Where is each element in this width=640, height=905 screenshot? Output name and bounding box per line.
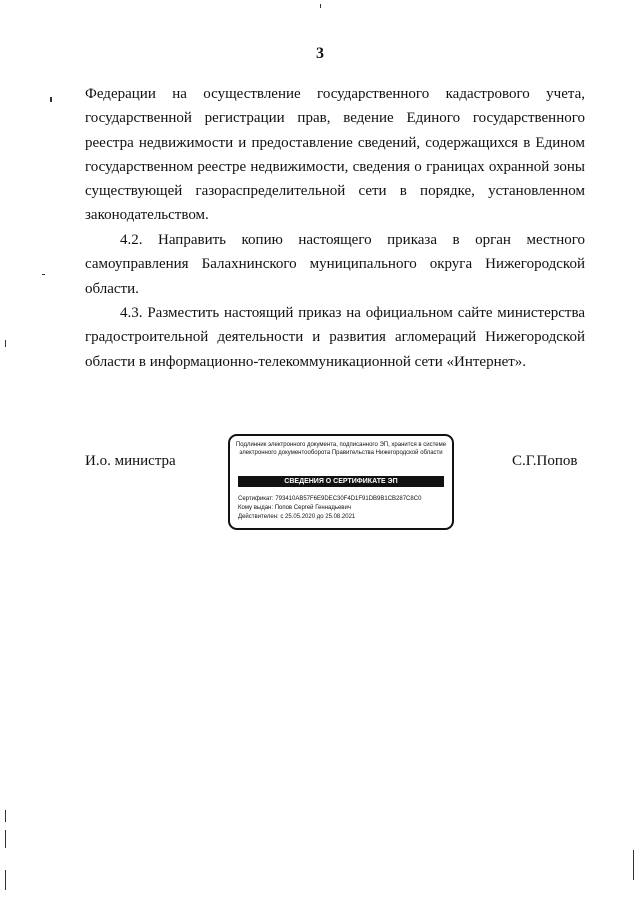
paragraph-continuation: Федерации на осуществление государственного кадастрового учета, государственной регистрации прав, ведение Единого государственного реестра недвижимости и предоставление сведений, содержащихся в Едином государственном реестре недвижимости, сведения о границах охранной зоны существующей газораспределительной сети в порядке, установленном законодательством. <box>85 86 585 224</box>
stamp-valid-row <box>238 514 355 520</box>
scan-mark <box>320 4 321 8</box>
paragraph-4-2: 4.2. Направить копию настоящего приказа в орган местного самоуправления Балахнинского муниципального округа Нижегородской области. <box>85 232 585 297</box>
electronic-signature-stamp <box>228 434 454 530</box>
scan-mark <box>5 340 6 347</box>
issued-to-value: Попов Сергей Геннадьевич <box>274 505 351 511</box>
signatory-position: И.о. министра <box>85 453 176 469</box>
stamp-certificate-row <box>238 496 421 502</box>
page-number: 3 <box>316 45 324 62</box>
signatory-name: С.Г.Попов <box>512 453 578 469</box>
stamp-note: Подлинник электронного документа, подписанного ЭП, хранится в системе электронного документооборота Правительства Нижегородской области <box>235 442 447 456</box>
certificate-label: Сертификат: <box>238 496 274 502</box>
stamp-title: СВЕДЕНИЯ О СЕРТИФИКАТЕ ЭП <box>238 476 444 487</box>
certificate-value: 793410AB57F6E9DEC30F4D1F91DB9B1CB287C8C0 <box>275 496 422 502</box>
scan-mark <box>5 830 6 848</box>
scan-mark <box>42 274 45 275</box>
issued-to-label: Кому выдан: <box>238 505 274 511</box>
paragraph-4-3: 4.3. Разместить настоящий приказ на официальном сайте министерства градостроительной деятельности и развития агломераций Нижегородской области в информационно-телекоммуникационной сети «Интернет». <box>85 305 585 370</box>
scan-mark <box>50 97 52 102</box>
scan-mark <box>5 810 6 822</box>
valid-value: с 25.05.2020 до 25.08.2021 <box>280 514 356 520</box>
scan-mark <box>5 870 6 890</box>
valid-label: Действителен: <box>238 514 279 520</box>
stamp-issued-row <box>238 505 351 511</box>
scan-mark <box>633 850 634 880</box>
